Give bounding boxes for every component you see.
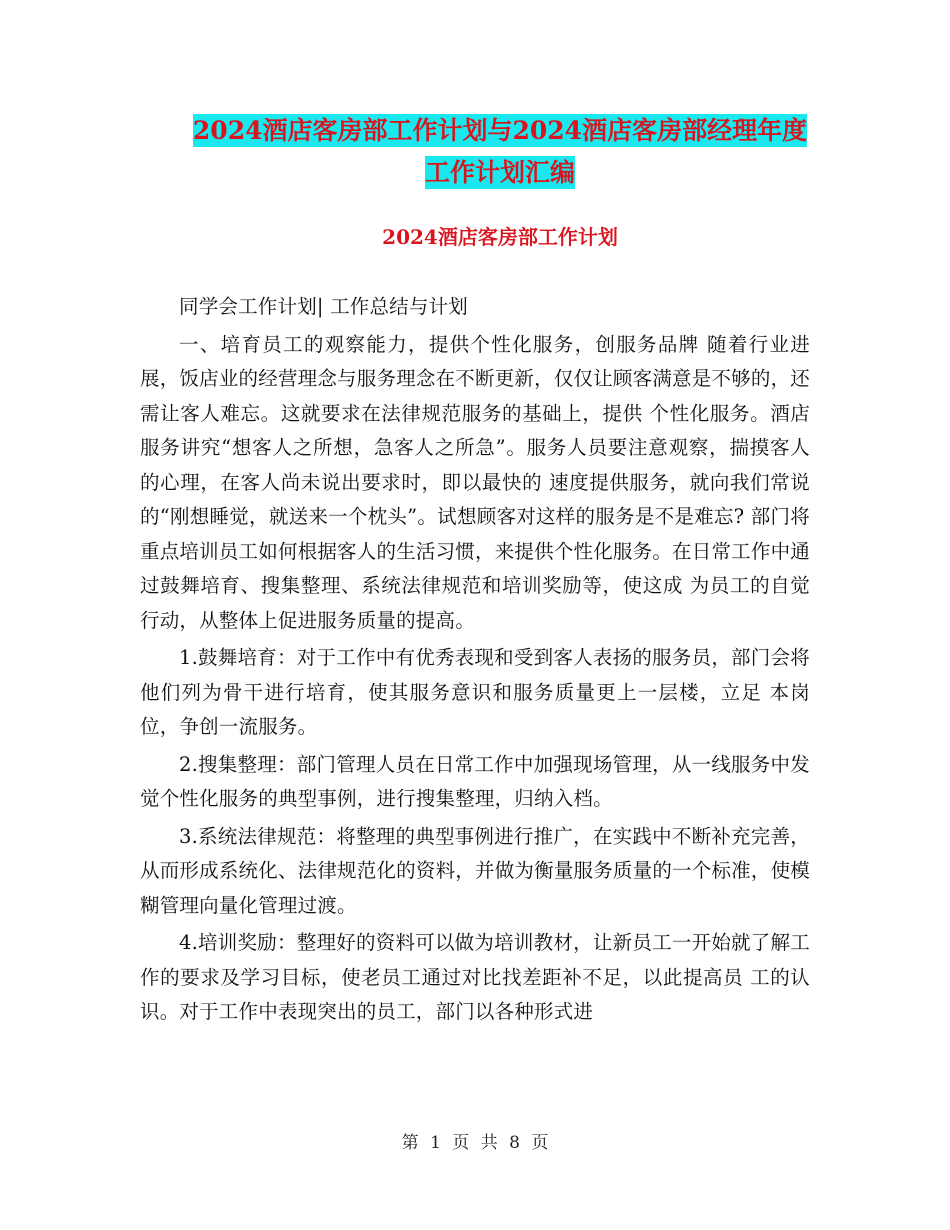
document-title-line-1: 2024酒店客房部工作计划与2024酒店客房部经理年度 (192, 116, 808, 145)
paragraph: 2.搜集整理：部门管理人员在日常工作中加强现场管理，从一线服务中发觉个性化服务的典型事例，进行搜集整理，归纳入档。 (140, 752, 810, 810)
paragraph: 一、培育员工的观察能力，提供个性化服务，创服务品牌 随着行业进展，饭店业的经营理念与服务理念在不断更新，仅仅让顾客满意是不够的，还需让客人难忘。这就要求在法律规范服务的基础上，提供 个性化服务。酒店服务讲究“想客人之所想，急客人之所急”。服务人员要注意观察，揣摸客人的心理，在客人尚未说出要求时，即以最快的 速度提供服务，就向我们常说的“刚想睡觉，就送来一个枕头”。试想顾客对这样的服务是不是难忘? 部门将重点培训员工如何根据客人的生活习惯，来提供个性化服务。在日常工作中通过鼓舞培育、搜集整理、系统法律规范和培训奖励等，使这成 为员工的自觉行动，从整体上促进服务质量的提高。 (140, 332, 810, 632)
page-number-footer: 第 1 页 共 8 页 (401, 1133, 549, 1153)
document-body (140, 290, 810, 1033)
paragraph: 1.鼓舞培育：对于工作中有优秀表现和受到客人表扬的服务员，部门会将他们列为骨干进行培育，使其服务意识和服务质量更上一层楼，立足 本岗位，争创一流服务。 (140, 646, 810, 738)
paragraph: 3.系统法律规范：将整理的典型事例进行推广，在实践中不断补充完善，从而形成系统化、法律规范化的资料，并做为衡量服务质量的一个标准，使模 糊管理向量化管理过渡。 (140, 824, 810, 917)
paragraph: 4.培训奖励：整理好的资料可以做为培训教材，让新员工一开始就了解工作的要求及学习目标，使老员工通过对比找差距补不足，以此提高员 工的认识。对于工作中表现突出的员工，部门以各种形式进 (140, 931, 810, 1023)
document-title (140, 110, 860, 194)
document-title-line-2: 工作计划汇编 (424, 158, 575, 187)
section-title: 2024酒店客房部工作计划 (382, 225, 618, 249)
paragraph: 同学会工作计划| 工作总结与计划 (179, 295, 468, 318)
